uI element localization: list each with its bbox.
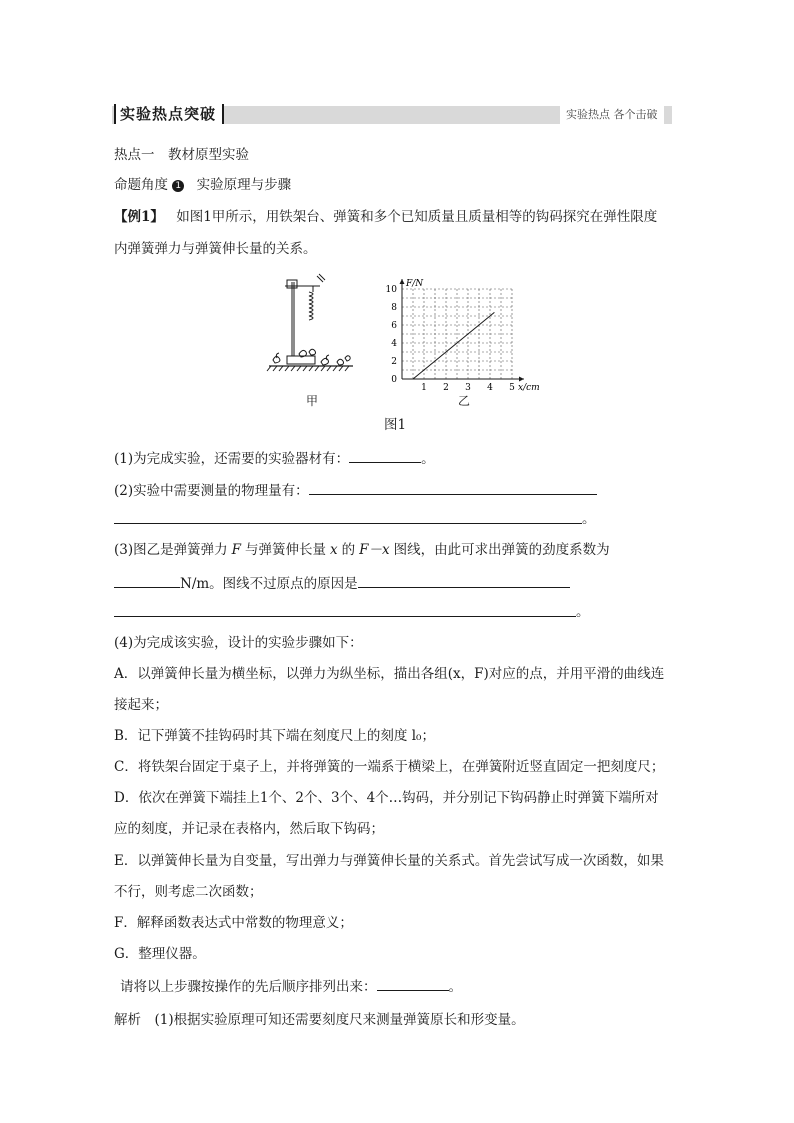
question-3-fx: F－x — [359, 542, 390, 558]
chart-grid — [402, 289, 512, 379]
question-4: (4)为完成该实验，设计的实验步骤如下： — [114, 635, 363, 651]
chart-y-tick-label: 0 — [391, 375, 397, 385]
question-3-text-b: 与弹簧伸长量 — [245, 542, 326, 558]
chart-y-tick-label: 10 — [385, 285, 397, 295]
question-3-line-1 — [114, 541, 610, 559]
step-b: B．记下弹簧不挂钩码时其下端在刻度尺上的刻度 l₀； — [114, 728, 435, 744]
question-2-text: (2)实验中需要测量的物理量有： — [114, 483, 309, 499]
question-3-var-f: F — [231, 542, 241, 558]
question-1-blank[interactable] — [349, 448, 421, 463]
angle-number-badge: 1 — [172, 180, 184, 192]
step-d-line-1: D．依次在弹簧下端挂上1个、2个、3个、4个…钩码，并分别记下钩码静止时弹簧下端所对 — [114, 790, 659, 806]
chart-x-axis-arrow — [519, 377, 524, 382]
question-2 — [114, 480, 597, 500]
chart-y-tick-label: 2 — [391, 357, 397, 367]
question-3-line-2 — [114, 573, 570, 593]
chart-x-tick-label: 4 — [487, 383, 493, 393]
example-line-2: 内弹簧弹力与弹簧伸长量的关系。 — [114, 241, 317, 257]
chart-y-tick-label: 6 — [391, 321, 397, 331]
chart-y-axis-label: F/N — [406, 279, 424, 289]
question-3-end: 。 — [576, 604, 590, 620]
step-a-line-1: A．以弹簧伸长量为横坐标，以弹力为纵坐标，描出各组(x，F)对应的点，并用平滑的曲线连 — [114, 666, 665, 682]
question-3-text-a: (3)图乙是弹簧弹力 — [114, 542, 228, 558]
angle-heading — [114, 176, 291, 194]
figure-caption: 图1 — [384, 417, 407, 433]
question-1-end: 。 — [421, 451, 435, 467]
section-banner-label: 实验热点 各个击破 — [560, 106, 664, 124]
chart-ticks — [386, 285, 516, 393]
chart-y-tick-label: 4 — [391, 339, 397, 349]
example-line-1 — [114, 208, 657, 226]
question-1 — [114, 448, 435, 468]
step-e-line-2: 不行，则考虑二次函数； — [114, 884, 263, 900]
chart-x-tick-label: 3 — [465, 383, 471, 393]
apparatus-figure — [265, 270, 365, 380]
example-tag: 【例1】 — [114, 209, 164, 225]
angle-prefix: 命题角度 — [114, 177, 168, 193]
example-text-1: 如图1甲所示，用铁架台、弹簧和多个已知质量且质量相等的钩码探究在弹性限度 — [176, 209, 658, 225]
chart-series — [413, 312, 494, 379]
angle-text: 实验原理与步骤 — [196, 177, 292, 193]
order-question — [120, 976, 462, 996]
step-e-line-1: E．以弹簧伸长量为自变量，写出弹力与弹簧伸长量的关系式。首先尝试写成一次函数，如果 — [114, 853, 664, 869]
question-3-blank-reason-2[interactable] — [114, 616, 576, 617]
chart-series-line — [413, 312, 494, 379]
analysis-text: 解析 (1)根据实验原理可知还需要刻度尺来测量弹簧原长和形变量。 — [114, 1012, 525, 1028]
question-2-end: 。 — [582, 511, 596, 527]
chart-y-axis-arrow — [400, 279, 405, 284]
question-3-blank-reason-1[interactable] — [358, 573, 570, 588]
order-question-end: 。 — [448, 979, 462, 995]
hotspot-heading: 热点一 教材原型实验 — [114, 147, 249, 163]
chart-x-tick-label: 1 — [421, 383, 427, 393]
step-c: C．将铁架台固定于桌子上，并将弹簧的一端系于横梁上，在弹簧附近竖直固定一把刻度尺； — [114, 759, 665, 775]
section-title: 实验热点突破 — [114, 104, 224, 124]
figure-left-label: 甲 — [306, 394, 319, 408]
question-2-blank-1[interactable] — [309, 480, 597, 495]
question-1-text: (1)为完成实验，还需要的实验器材有： — [114, 451, 350, 467]
order-question-blank[interactable] — [377, 976, 449, 991]
step-a-line-2: 接起来； — [114, 697, 168, 713]
question-3-text-c: 的 — [341, 542, 356, 558]
question-2-blank-2[interactable] — [114, 523, 582, 524]
question-3-unit-text: N/m。图线不过原点的原因是 — [180, 576, 358, 592]
step-d-line-2: 应的刻度，并记录在表格内，然后取下钩码； — [114, 821, 384, 837]
chart-axes — [400, 279, 525, 382]
figure-right-label: 乙 — [458, 394, 471, 408]
question-3-var-x: x — [330, 542, 338, 558]
step-g: G．整理仪器。 — [114, 946, 206, 962]
chart-x-tick-label: 2 — [443, 383, 449, 393]
chart-y-tick-label: 8 — [391, 303, 397, 313]
question-3-blank-k[interactable] — [114, 573, 180, 588]
chart-x-tick-label: 5 — [509, 383, 515, 393]
iron-stand-drawing — [267, 274, 353, 371]
chart-x-axis-label: x/cm — [518, 383, 540, 393]
fx-chart — [382, 266, 542, 394]
question-3-text-d: 图线，由此可求出弹簧的劲度系数为 — [393, 542, 610, 558]
step-f: F．解释函数表达式中常数的物理意义； — [114, 915, 353, 931]
order-question-text: 请将以上步骤按操作的先后顺序排列出来： — [120, 979, 377, 995]
